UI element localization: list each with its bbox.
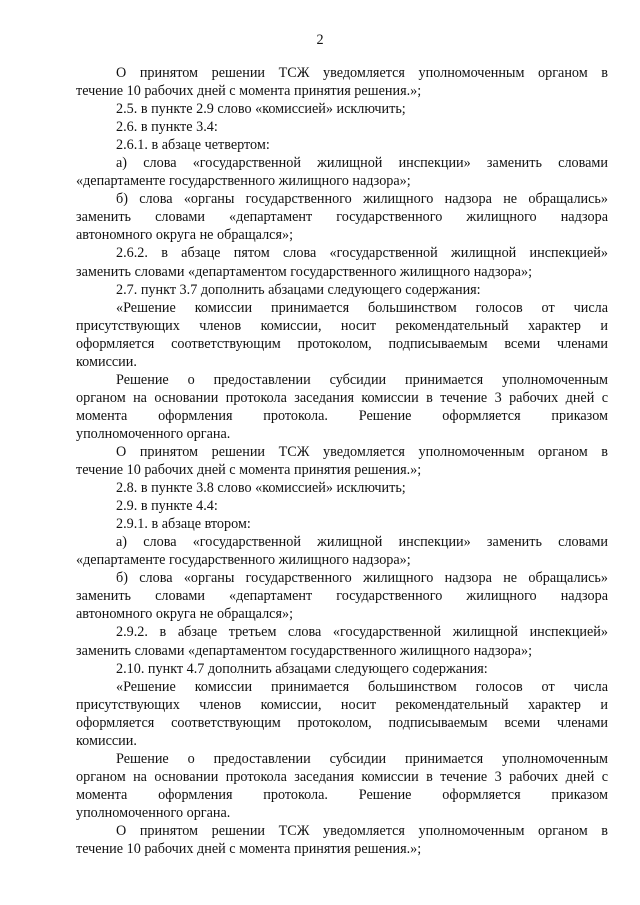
text-line-content: 2.9.2. в абзаце третьем слова «государственной жилищной инспекцией» [116, 624, 608, 641]
text-line-content: заменить словами «департаментом государственного жилищного надзора»; [76, 642, 533, 659]
text-line-content: оформляется соответствующим протоколом, подписываемым всеми членами [76, 714, 608, 731]
text-line [76, 208, 608, 226]
text-line [76, 100, 608, 118]
text-line-content: О принятом решении ТСЖ уведомляется уполномоченным органом в [116, 822, 608, 839]
text-line-content: О принятом решении ТСЖ уведомляется уполномоченным органом в [116, 65, 608, 81]
text-line [76, 515, 608, 533]
text-line [76, 479, 608, 497]
text-line [76, 551, 608, 569]
text-line [76, 605, 608, 623]
text-line [76, 226, 608, 244]
text-line-content: «департаменте государственного жилищного надзора»; [76, 173, 411, 190]
text-line-content: органом на основании протокола заседания комиссии в течение 3 рабочих дней с [76, 768, 608, 785]
text-line [76, 64, 608, 82]
text-line-content: 2.8. в пункте 3.8 слово «комиссией» исключить; [116, 480, 406, 497]
text-line [76, 136, 608, 154]
text-line [76, 822, 608, 840]
page-number: 2 [316, 32, 324, 48]
text-line-content: Решение о предоставлении субсидии принимается уполномоченным [116, 371, 608, 388]
text-line-content: момента оформления протокола. Решение оформляется приказом [76, 407, 608, 424]
text-line [76, 371, 608, 389]
text-line [76, 696, 608, 714]
text-line [76, 353, 608, 371]
document-body [76, 64, 608, 858]
text-line-content: 2.7. пункт 3.7 дополнить абзацами следующего содержания: [116, 281, 481, 298]
text-line-content: уполномоченного органа. [76, 804, 231, 821]
text-line [76, 750, 608, 768]
text-line [76, 172, 608, 190]
text-line-content: течение 10 рабочих дней с момента принятия решения.»; [76, 841, 422, 858]
text-line-content: момента оформления протокола. Решение оформляется приказом [76, 786, 608, 803]
text-line-content: 2.6.1. в абзаце четвертом: [116, 137, 270, 154]
text-line [76, 425, 608, 443]
text-line-content: заменить словами «департамент государственного жилищного надзора [76, 588, 608, 605]
text-line [76, 714, 608, 732]
text-line-content: б) слова «органы государственного жилищного надзора не обращались» [116, 191, 608, 208]
text-line [76, 443, 608, 461]
text-line-content: 2.10. пункт 4.7 дополнить абзацами следующего содержания: [116, 660, 488, 677]
text-line [76, 804, 608, 822]
text-line [76, 335, 608, 353]
text-line [76, 317, 608, 335]
text-line-content: 2.9. в пункте 4.4: [116, 498, 218, 515]
text-line-content: заменить словами «департаментом государственного жилищного надзора»; [76, 263, 533, 280]
text-line [76, 786, 608, 804]
text-line-content: течение 10 рабочих дней с момента принятия решения.»; [76, 462, 422, 479]
text-line-content: течение 10 рабочих дней с момента принятия решения.»; [76, 83, 422, 100]
text-line [76, 587, 608, 605]
text-line-content: автономного округа не обращался»; [76, 227, 294, 244]
text-line-content: 2.6.2. в абзаце пятом слова «государственной жилищной инспекцией» [116, 245, 608, 262]
text-line [76, 461, 608, 479]
text-line-content: автономного округа не обращался»; [76, 606, 294, 623]
text-line-content: «Решение комиссии принимается большинством голосов от числа [116, 678, 608, 695]
text-line-content: оформляется соответствующим протоколом, подписываемым всеми членами [76, 335, 608, 352]
text-line-content: уполномоченного органа. [76, 425, 231, 442]
text-line [76, 299, 608, 317]
text-line [76, 281, 608, 299]
text-line-content: 2.6. в пункте 3.4: [116, 119, 218, 136]
text-line-content: заменить словами «департамент государственного жилищного надзора [76, 209, 608, 226]
text-line [76, 154, 608, 172]
text-line [76, 678, 608, 696]
text-line-content: 2.9.1. в абзаце втором: [116, 516, 251, 533]
text-line [76, 407, 608, 425]
text-line [76, 244, 608, 262]
text-line-content: б) слова «органы государственного жилищного надзора не обращались» [116, 570, 608, 587]
text-line [76, 569, 608, 587]
text-line-content: комиссии. [76, 732, 137, 749]
text-line-content: присутствующих членов комиссии, носит рекомендательный характер и [76, 317, 608, 334]
text-line-content: Решение о предоставлении субсидии принимается уполномоченным [116, 750, 608, 767]
text-line [76, 82, 608, 100]
text-line [76, 840, 608, 858]
text-line-content: а) слова «государственной жилищной инспекции» заменить словами [116, 534, 608, 551]
text-line [76, 732, 608, 750]
text-line-content: комиссии. [76, 353, 137, 370]
text-line-content: 2.5. в пункте 2.9 слово «комиссией» исключить; [116, 101, 406, 118]
text-line-content: О принятом решении ТСЖ уведомляется уполномоченным органом в [116, 443, 608, 460]
text-line [76, 660, 608, 678]
text-line [76, 497, 608, 515]
text-line-content: присутствующих членов комиссии, носит рекомендательный характер и [76, 696, 608, 713]
text-line [76, 768, 608, 786]
text-line-content: органом на основании протокола заседания комиссии в течение 3 рабочих дней с [76, 389, 608, 406]
text-line [76, 533, 608, 551]
text-line-content: «департаменте государственного жилищного надзора»; [76, 552, 411, 569]
text-line [76, 118, 608, 136]
text-line-content: «Решение комиссии принимается большинством голосов от числа [116, 299, 608, 316]
text-line [76, 263, 608, 281]
text-line [76, 623, 608, 641]
text-line [76, 190, 608, 208]
text-line-content: а) слова «государственной жилищной инспекции» заменить словами [116, 155, 608, 172]
text-line [76, 642, 608, 660]
text-line [76, 389, 608, 407]
